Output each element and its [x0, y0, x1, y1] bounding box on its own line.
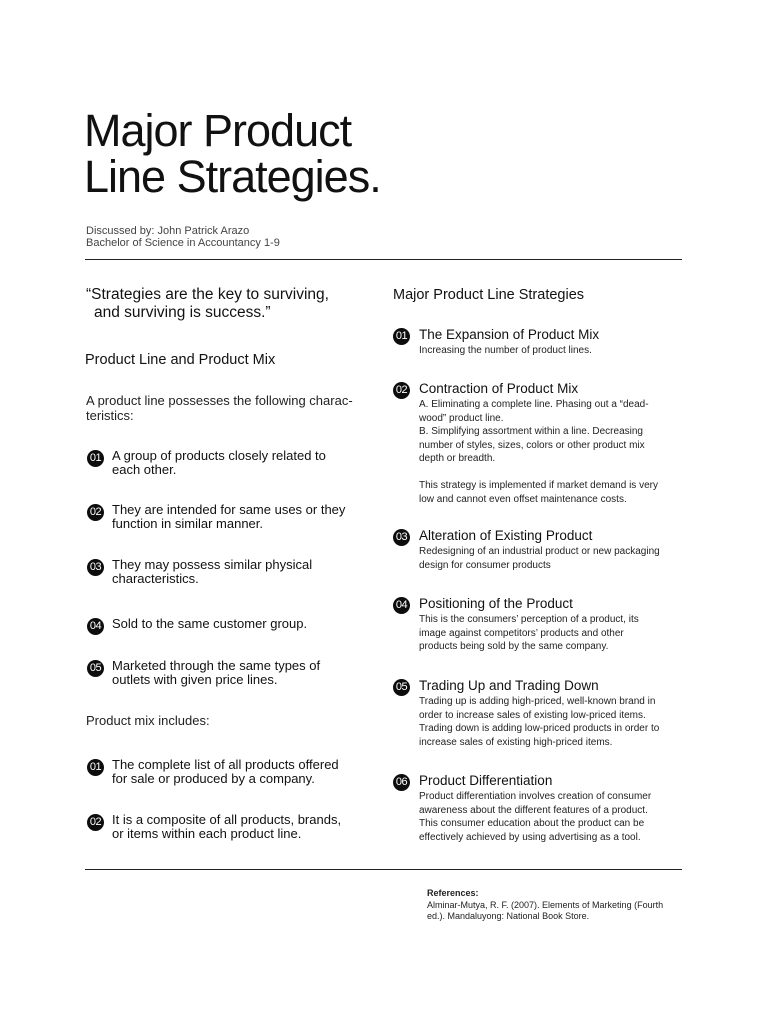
- text-line: The complete list of all products offered: [112, 757, 339, 772]
- strategy-title: The Expansion of Product Mix: [419, 327, 600, 342]
- title-line: Major Product: [84, 105, 352, 156]
- text-line: depth or breadth.: [419, 453, 496, 464]
- text-line: or items within each product line.: [112, 825, 302, 841]
- strategy-description: [419, 545, 660, 572]
- intro-line: teristics:: [86, 408, 134, 423]
- strategy-title: Contraction of Product Mix: [419, 381, 579, 396]
- list-item: [86, 449, 376, 483]
- text-line: design for consumer products: [419, 559, 551, 571]
- reference-line: ed.). Mandaluyong: National Book Store.: [427, 911, 590, 921]
- number-badge: 02: [393, 382, 410, 399]
- product-mix-intro: Product mix includes:: [86, 713, 210, 728]
- strategy-description: [419, 398, 658, 506]
- quote: [86, 286, 329, 322]
- text-line: each other.: [112, 461, 177, 477]
- list-item-text: [112, 617, 307, 631]
- strategy-title: Positioning of the Product: [419, 596, 573, 611]
- strategy-description: [419, 344, 592, 358]
- list-item-text: [112, 659, 320, 686]
- list-item: [86, 503, 376, 537]
- list-item-text: [112, 449, 326, 476]
- references: [427, 888, 663, 923]
- text-line: increase sales of existing high-priced items.: [419, 736, 613, 748]
- text-line: awareness about the different features of a product.: [419, 804, 648, 816]
- text-line: Trading up is adding high-priced, well-known brand in: [419, 696, 656, 707]
- text-line: Sold to the same customer group.: [112, 616, 308, 631]
- text-line: Redesigning of an industrial product or new packaging: [419, 546, 660, 557]
- text-line: They are intended for same uses or they: [112, 502, 346, 517]
- text-line: Trading down is adding low-priced products in order to: [419, 723, 660, 734]
- text-line: [419, 466, 658, 480]
- list-item: [86, 758, 376, 792]
- strategy-title: Alteration of Existing Product: [419, 528, 593, 543]
- text-line: This strategy is implemented if market demand is very: [419, 480, 658, 491]
- text-line: number of styles, sizes, colors or other product mix: [419, 439, 645, 451]
- number-badge: 05: [393, 679, 410, 696]
- number-badge: 02: [87, 504, 104, 521]
- list-item-text: [112, 558, 312, 585]
- number-badge: 02: [87, 814, 104, 831]
- text-line: order to increase sales of existing low-priced items.: [419, 709, 646, 721]
- list-item: [86, 813, 376, 847]
- text-line: characteristics.: [112, 570, 199, 586]
- number-badge: 03: [393, 529, 410, 546]
- number-badge: 05: [87, 660, 104, 677]
- text-line: for sale or produced by a company.: [112, 770, 315, 786]
- number-badge: 06: [393, 774, 410, 791]
- list-item-text: [112, 813, 341, 840]
- text-line: Increasing the number of product lines.: [419, 345, 592, 356]
- strategy-description: [419, 790, 651, 844]
- text-line: They may possess similar physical: [112, 557, 313, 572]
- text-line: image against competitors’ products and other: [419, 627, 624, 639]
- text-line: Product differentiation involves creation of consumer: [419, 791, 652, 802]
- text-line: A. Eliminating a complete line. Phasing out a “dead-: [419, 399, 649, 410]
- number-badge: 04: [87, 618, 104, 635]
- strategy-title: Product Differentiation: [419, 773, 553, 788]
- bottom-divider: [85, 869, 682, 870]
- number-badge: 01: [393, 328, 410, 345]
- strategy-description: [419, 695, 659, 749]
- list-item-text: [112, 758, 339, 785]
- title-line: Line Strategies.: [84, 151, 381, 202]
- number-badge: 04: [393, 597, 410, 614]
- reference-line: Alminar-Mutya, R. F. (2007). Elements of Marketing (Fourth: [427, 899, 664, 910]
- quote-line: and surviving is success.”: [94, 304, 271, 321]
- author-line: Discussed by: John Patrick Arazo: [86, 225, 250, 237]
- list-item-text: [112, 503, 345, 530]
- strategies-heading: Major Product Line Strategies: [393, 287, 585, 303]
- text-line: effectively achieved by using advertising as a tool.: [419, 831, 641, 843]
- text-line: products being sold by the same company.: [419, 641, 609, 652]
- text-line: wood” product line.: [419, 412, 504, 424]
- text-line: low and cannot even offset maintenance costs.: [419, 493, 627, 505]
- number-badge: 03: [87, 559, 104, 576]
- quote-line: “Strategies are the key to surviving,: [86, 286, 329, 303]
- text-line: outlets with given price lines.: [112, 671, 278, 687]
- list-item: [86, 659, 376, 693]
- text-line: This consumer education about the product can be: [419, 818, 645, 829]
- author-info: [86, 225, 280, 249]
- author-line: Bachelor of Science in Accountancy 1-9: [86, 237, 280, 249]
- text-line: B. Simplifying assortment within a line. Decreasing: [419, 426, 643, 437]
- product-line-intro: [86, 393, 353, 423]
- strategy-title: Trading Up and Trading Down: [419, 678, 599, 693]
- references-label: References:: [427, 888, 479, 898]
- text-line: It is a composite of all products, brands,: [112, 812, 342, 827]
- number-badge: 01: [87, 450, 104, 467]
- strategy-description: [419, 613, 639, 654]
- list-item: [86, 558, 376, 592]
- intro-line: A product line possesses the following charac-: [86, 393, 353, 408]
- text-line: Marketed through the same types of: [112, 658, 321, 673]
- text-line: function in similar manner.: [112, 515, 264, 531]
- text-line: This is the consumers’ perception of a product, its: [419, 614, 639, 625]
- list-item: [86, 617, 376, 651]
- page-title: [84, 105, 381, 202]
- number-badge: 01: [87, 759, 104, 776]
- top-divider: [85, 259, 682, 260]
- product-line-heading: Product Line and Product Mix: [85, 352, 276, 368]
- text-line: A group of products closely related to: [112, 448, 326, 463]
